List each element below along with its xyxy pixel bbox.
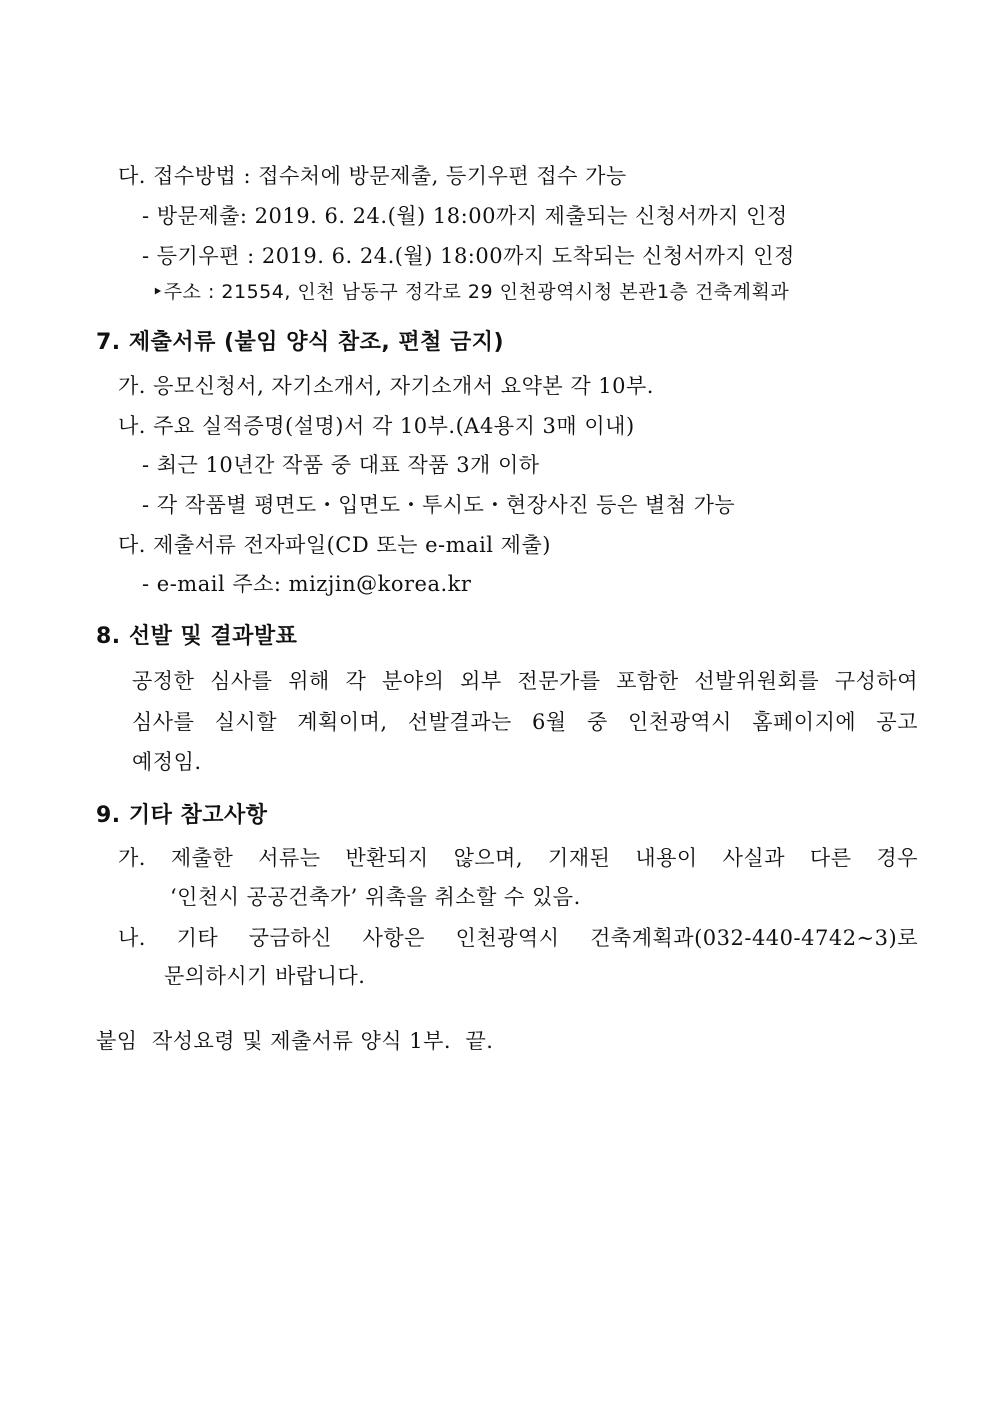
section-8-heading: 8. 선발 및 결과발표 [96, 624, 298, 649]
s8-line-2: 심사를 실시할 계획이며, 선발결과는 6월 중 인천광역시 홈페이지에 공고 [132, 710, 918, 734]
s7-item-b1: - 최근 10년간 작품 중 대표 작품 3개 이하 [142, 453, 540, 477]
section-7-heading: 7. 제출서류 (붙임 양식 참조, 편철 금지) [96, 330, 505, 355]
s7-item-c: 다. 제출서류 전자파일(CD 또는 e-mail 제출) [118, 533, 551, 557]
address-item: ‣주소 : 21554, 인천 남동구 정각로 29 인천광역시청 본관1층 건축계획과 [152, 281, 790, 303]
receipt-method-title: 다. 접수방법 : 접수처에 방문제출, 등기우편 접수 가능 [118, 164, 627, 188]
s9-item-a-line-2: ‘인천시 공공건축가’ 위촉을 취소할 수 있음. [170, 885, 581, 909]
s7-email: - e-mail 주소: mizjin@korea.kr [142, 572, 472, 596]
registered-mail-item: - 등기우편 : 2019. 6. 24.(월) 18:00까지 도착되는 신청서까지 인정 [142, 244, 795, 268]
s7-item-a: 가. 응모신청서, 자기소개서, 자기소개서 요약본 각 10부. [118, 374, 654, 398]
s9-item-b-line-2: 문의하시기 바랍니다. [164, 964, 366, 988]
s9-item-b-line-1: 나. 기타 궁금하신 사항은 인천광역시 건축계획과(032-440-4742∼3)로 [118, 926, 918, 950]
s7-item-b: 나. 주요 실적증명(설명)서 각 10부.(A4용지 3매 이내) [118, 414, 635, 438]
visit-submission-item: - 방문제출: 2019. 6. 24.(월) 18:00까지 제출되는 신청서까지 인정 [142, 204, 788, 228]
s8-line-1: 공정한 심사를 위해 각 분야의 외부 전문가를 포함한 선발위원회를 구성하여 [132, 669, 918, 693]
attachment-note: 붙임 작성요령 및 제출서류 양식 1부. 끝. [96, 1029, 494, 1053]
section-9-heading: 9. 기타 참고사항 [96, 803, 268, 828]
s8-line-3: 예정임. [132, 750, 202, 774]
s7-item-b2: - 각 작품별 평면도・입면도・투시도・현장사진 등은 별첨 가능 [142, 493, 736, 517]
s9-item-a-line-1: 가. 제출한 서류는 반환되지 않으며, 기재된 내용이 사실과 다른 경우 [118, 846, 918, 870]
